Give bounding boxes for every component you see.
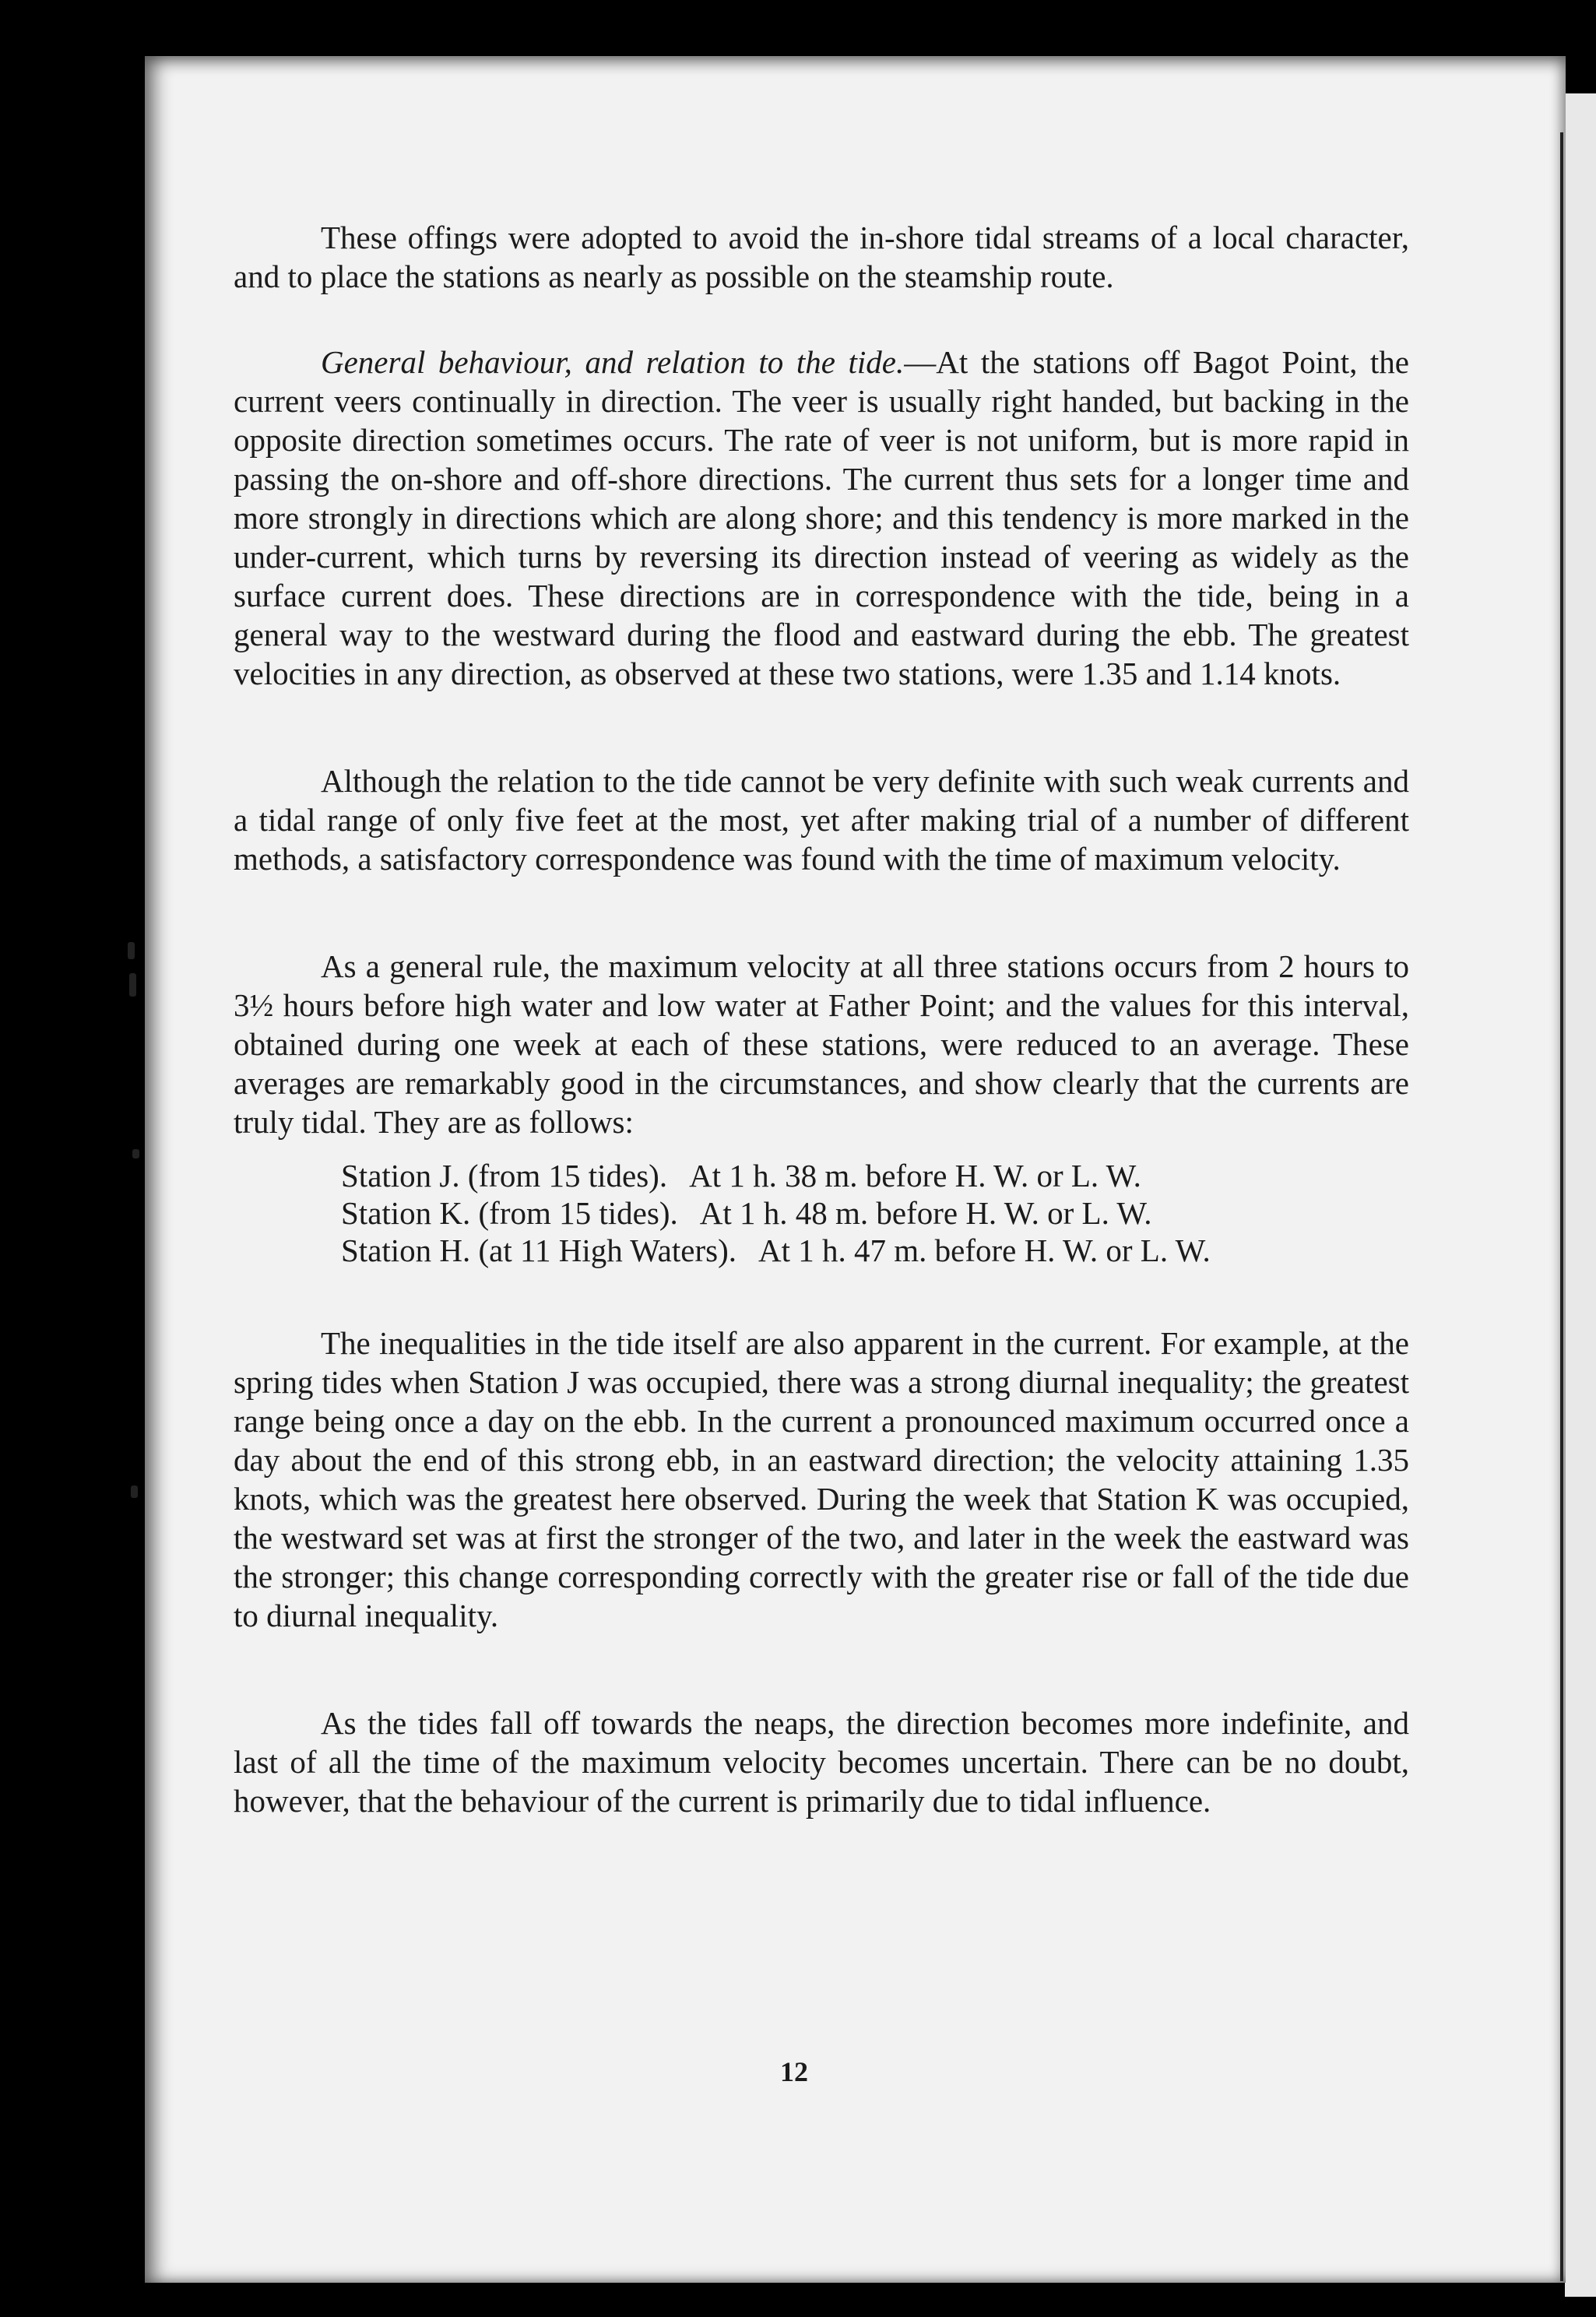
- paragraph-although: Although the relation to the tide cannot be very definite with such weak currents and a tidal range of only five feet at the most, yet after making trial of a number of different methods, a satisfactory correspondence was found with the time of maximum velocity.: [234, 763, 1409, 877]
- paragraph-neaps: As the tides fall off towards the neaps, the direction becomes more indefinite, and last of all the time of the maximum velocity becomes uncertain. There can be no doubt, however, that the behaviour of the current is primarily due to tidal influence.: [234, 1705, 1409, 1819]
- paragraph-inequalities: The inequalities in the tide itself are also apparent in the current. For example, at the spring tides when Station J was occupied, there was a strong diurnal inequality; the greatest range being once a day on the ebb. In the current a pronounced maximum occurred once a day about the end of this strong ebb, in an eastward direction; the velocity attaining 1.35 knots, which was the greatest here observed. During the week that Station K was occupied, the westward set was at first the stronger of the two, and later in the week the eastward was the stronger; this change corresponding correctly with the greater rise or fall of the tide due to diurnal inequality.: [234, 1325, 1409, 1633]
- station-entry: [341, 1157, 1409, 1194]
- paragraph-general-behaviour: [234, 343, 1409, 693]
- page-body: [234, 218, 1409, 1820]
- binding-mark: [132, 1149, 139, 1158]
- station-name: Station K. (from 15 tides).: [341, 1195, 678, 1231]
- station-timing: At 1 h. 38 m. before H. W. or L. W.: [689, 1158, 1141, 1194]
- paragraph-general-rule: As a general rule, the maximum velocity at all three stations occurs from 2 hours to 3½ hours before high water and low water at Father Point; and the values for this interval, obtained during one week at each of these stations, were reduced to an average. These averages are remarkably good in the circumstances, and show clearly that the currents are truly tidal. They are as follows:: [234, 948, 1409, 1140]
- binding-mark: [129, 973, 136, 997]
- station-timing: At 1 h. 48 m. before H. W. or L. W.: [699, 1195, 1152, 1231]
- page-edge-shadow: [1560, 132, 1563, 2281]
- binding-mark: [131, 1485, 138, 1498]
- station-entry: [341, 1194, 1409, 1232]
- station-list: [341, 1157, 1409, 1269]
- station-entry: [341, 1232, 1409, 1269]
- section-heading: General behaviour, and relation to the tide.: [321, 344, 905, 380]
- station-name: Station J. (from 15 tides).: [341, 1158, 668, 1194]
- adjacent-page-edge: [1565, 93, 1596, 2297]
- paragraph-general-behaviour-body: —At the stations off Bagot Point, the current veers continually in direction. The veer is usually right handed, but backing in the opposite direction sometimes occurs. The rate of veer is not uniform, but is more rapid in passing the on-shore and off-shore directions. The current thus sets for a longer time and more strongly in directions which are along shore; and this tendency is more marked in the under-current, which turns by reversing its direction instead of veering as widely as the surface current does. These directions are in correspondence with the tide, being in a general way to the westward during the flood and eastward during the ebb. The greatest velocities in any direction, as observed at these two stations, were 1.35 and 1.14 knots.: [234, 344, 1409, 691]
- paragraph-offings: These offings were adopted to avoid the in-shore tidal streams of a local character, and to place the stations as nearly as possible on the steamship route.: [234, 220, 1409, 294]
- station-timing: At 1 h. 47 m. before H. W. or L. W.: [758, 1232, 1211, 1268]
- page-number: 12: [780, 2056, 808, 2087]
- station-name: Station H. (at 11 High Waters).: [341, 1232, 736, 1268]
- binding-mark: [128, 942, 135, 959]
